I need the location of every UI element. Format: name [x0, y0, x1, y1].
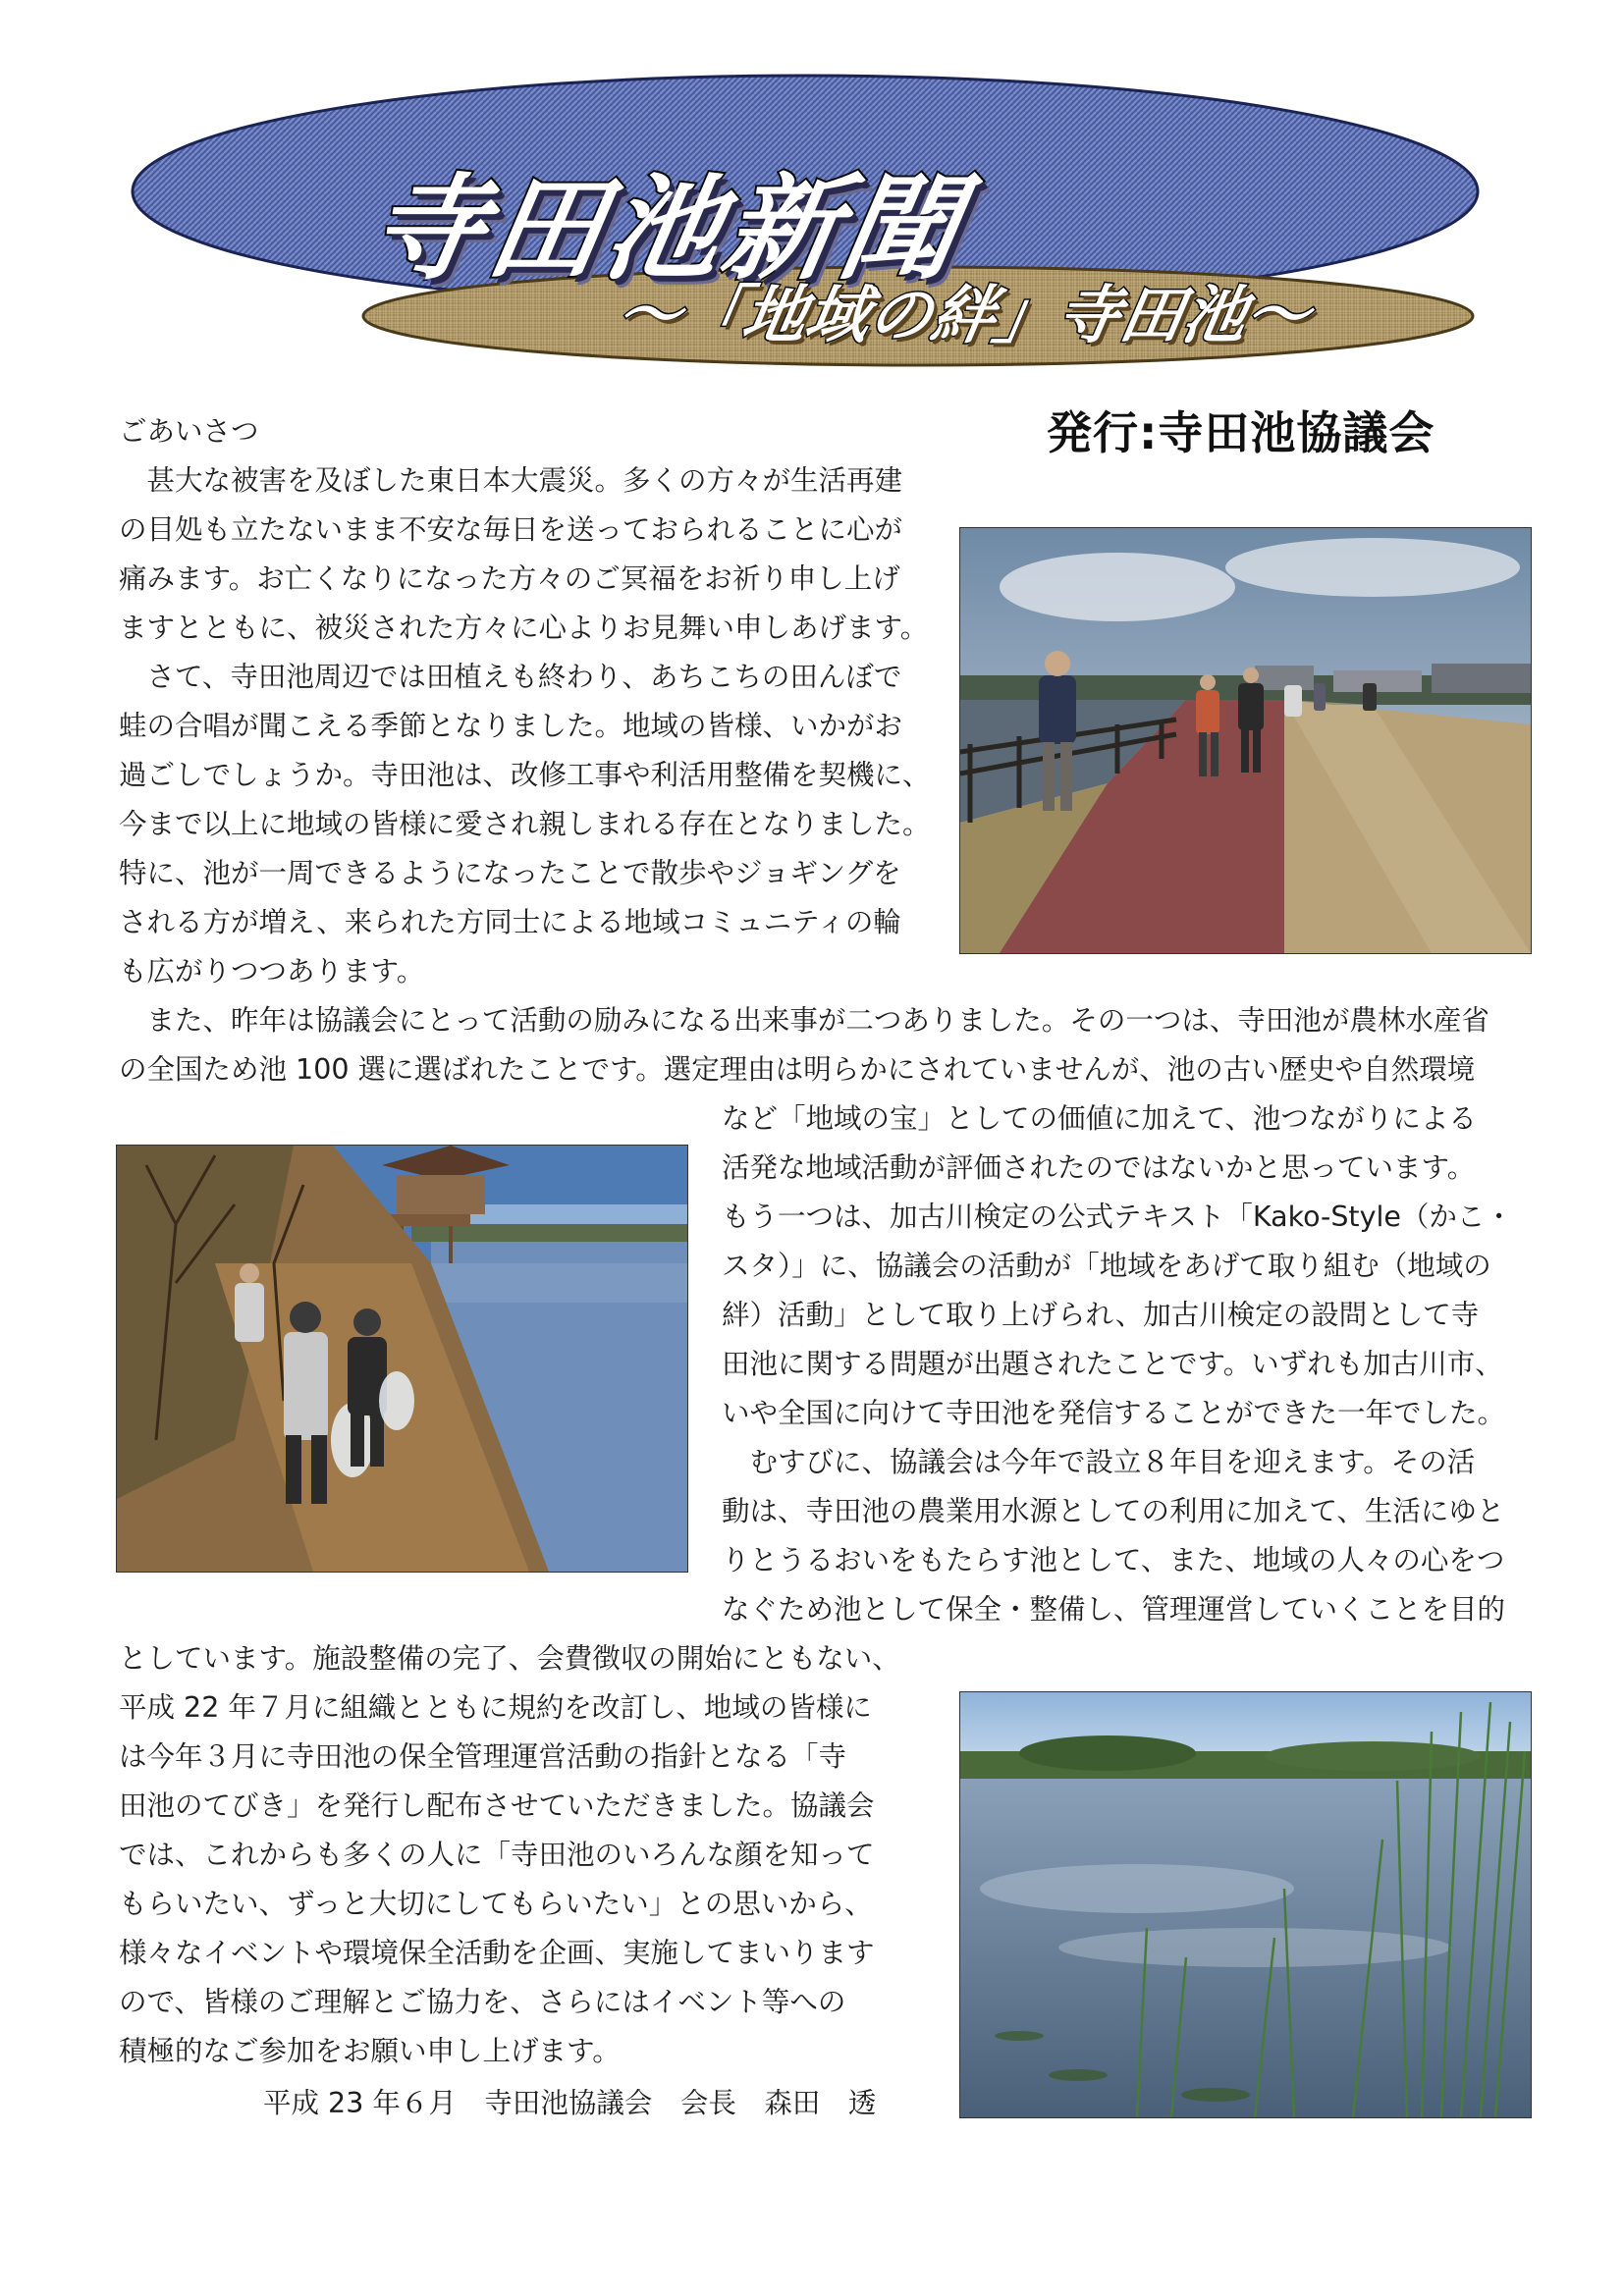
article-line: では、これからも多くの人に「寺田池のいろんな顔を知って	[119, 1839, 875, 1871]
article-line: なぐため池として保全・整備し、管理運営していくことを目的	[722, 1593, 1506, 1626]
article-signature: 平成 23 年６月 寺田池協議会 会長 森田 透	[263, 2087, 877, 2119]
article-line: むすびに、協議会は今年で設立８年目を迎えます。その活	[722, 1446, 1476, 1478]
newspaper-subtitle: ～「地域の絆」寺田池～	[611, 280, 1316, 352]
article-line: など「地域の宝」としての価値に加えて、池つながりによる	[722, 1102, 1477, 1135]
article-line: は今年３月に寺田池の保全管理運営活動の指針となる「寺	[119, 1740, 847, 1773]
article-line: 甚大な被害を及ぼした東日本大震災。多くの方々が生活再建	[119, 464, 903, 497]
article-line: される方が増え、来られた方同士による地域コミュニティの輪	[119, 906, 901, 938]
article-line: 過ごしでしょうか。寺田池は、改修工事や利活用整備を契機に、	[119, 759, 931, 791]
article-line: 田池のてびき」を発行し配布させていただきました。協議会	[119, 1789, 875, 1822]
article-line: 特に、池が一周できるようになったことで散歩やジョギングを	[119, 857, 901, 889]
article-heading: ごあいさつ	[119, 415, 259, 448]
article-line: 田池に関する問題が出題されたことです。いずれも加古川市、	[722, 1348, 1503, 1380]
article-line: も広がりつつあります。	[119, 955, 425, 988]
article-line: もう一つは、加古川検定の公式テキスト「Kako-Style（かこ・	[722, 1201, 1513, 1233]
article-line: 様々なイベントや環境保全活動を企画、実施してまいります	[119, 1937, 875, 1969]
article-line: 平成 22 年７月に組織とともに規約を改訂し、地域の皆様に	[119, 1691, 872, 1724]
article-line: 積極的なご参加をお願い申し上げます。	[119, 2035, 621, 2067]
article-line: 今まで以上に地域の皆様に愛され親しまれる存在となりました。	[119, 808, 931, 840]
article-line: ので、皆様のご理解とご協力を、さらにはイベント等への	[119, 1986, 846, 2018]
article-line: もらいたい、ずっと大切にしてもらいたい」との思いから、	[119, 1888, 873, 1920]
article-line: 絆）活動」として取り上げられ、加古川検定の設問として寺	[722, 1299, 1480, 1331]
article-line: スタ）」に、協議会の活動が「地域をあげて取り組む（地域の	[722, 1250, 1491, 1282]
masthead	[0, 0, 1624, 373]
article-line: の目処も立たないまま不安な毎日を送っておられることに心が	[119, 513, 903, 546]
issuer-label: 発行:寺田池協議会	[1047, 406, 1435, 459]
cleanup-photo	[116, 1145, 688, 1573]
article-line: 動は、寺田池の農業用水源としての利用に加えて、生活にゆと	[722, 1495, 1505, 1527]
walkers-photo	[959, 527, 1532, 954]
article-line: 活発な地域活動が評価されたのではないかと思っています。	[722, 1151, 1476, 1184]
pond-reeds-photo	[959, 1691, 1532, 2118]
article-line: 蛙の合唱が聞こえる季節となりました。地域の皆様、いかがお	[119, 710, 903, 742]
article-line: さて、寺田池周辺では田植えも終わり、あちこちの田んぼで	[119, 661, 902, 693]
article-line: りとうるおいをもたらす池として、また、地域の人々の心をつ	[722, 1544, 1505, 1576]
article-line: いや全国に向けて寺田池を発信することができた一年でした。	[722, 1397, 1506, 1429]
article-line: ますとともに、被災された方々に心よりお見舞い申しあげます。	[119, 612, 929, 644]
article-line: の全国ため池 100 選に選ばれたことです。選定理由は明らかにされていませんが、池の古い歴史や自然環境	[119, 1053, 1476, 1086]
article-line: としています。施設整備の完了、会費徴収の開始にともない、	[119, 1642, 900, 1675]
article-line: また、昨年は協議会にとって活動の励みになる出来事が二つありました。その一つは、寺田池が農林水産省	[119, 1004, 1489, 1037]
article-line: 痛みます。お亡くなりになった方々のご冥福をお祈り申し上げ	[119, 562, 900, 595]
newspaper-title: 寺田池新聞	[359, 163, 973, 295]
